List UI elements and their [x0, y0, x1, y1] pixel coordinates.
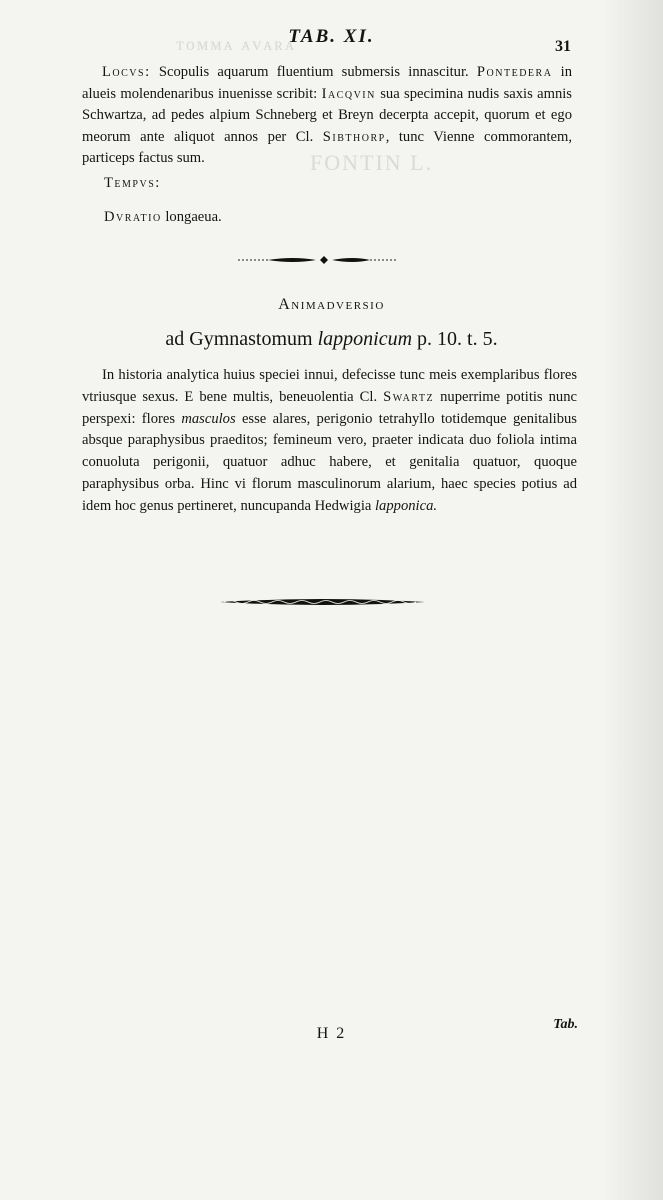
locus-text: sua specimina nudis saxis amnis Schwartza, ad pedes alpium Schneberg et Breyn decerpta accepit, quorum et ego meorum ante aliquot annos per Cl. — [82, 85, 572, 145]
body-text: nuperrime potitis nunc perspexi: flores — [82, 388, 578, 427]
section-subheading — [0, 328, 663, 351]
author-name: Swartz — [383, 388, 435, 405]
signature-mark: H 2 — [316, 1025, 347, 1042]
bleed-through-text: FONTIN L. — [310, 150, 434, 175]
body-italic: lapponica. — [375, 497, 438, 514]
subheading-text: p. 10. t. 5. — [412, 328, 498, 350]
plate-title: TAB. XI. — [288, 26, 375, 47]
body-text: In historia analytica huius speciei innui, defecisse tunc meis exemplaribus flores vtriusque sexus. E bene multis, beneuolentia Cl. — [82, 367, 577, 405]
animadversio-paragraph — [82, 365, 577, 518]
author-name: Pontedera — [476, 64, 553, 80]
page-number: 31 — [555, 38, 571, 55]
ornamental-rule — [220, 596, 425, 608]
section-heading: Animadversio — [278, 296, 385, 313]
duratio-label: Dvratio — [104, 209, 162, 225]
locus-label: Locvs: — [102, 64, 151, 80]
body-text: esse alares, perigonio tetrahyllo totidemque genitalibus absque paraphysibus praeditos; femineum vero, praeter indicata duo foliola intima conuoluta perigonii, quatuor adhuc habere, et genitalia quatuor, quoque paraphysibus orba. Hinc vi florum masculinorum alarium, haec species potius ad idem hoc genus pertineret, nuncupanda Hedwigia — [82, 410, 577, 514]
subheading-italic: lapponicum — [317, 328, 413, 350]
locus-paragraph — [82, 62, 572, 170]
locus-text: , tunc Vienne commorantem, particeps factus sum. — [82, 128, 572, 166]
author-name: Iacqvin — [321, 85, 376, 102]
duratio-value: longaeua. — [165, 209, 222, 225]
tempus-line — [104, 175, 161, 192]
body-italic: masculos — [181, 410, 236, 427]
duratio-line — [104, 209, 222, 226]
ornamental-rule — [238, 254, 398, 266]
page-edge-shading — [603, 0, 663, 1200]
author-name: Sibthorp — [322, 128, 386, 145]
subheading-text: ad Gymnastomum — [165, 328, 318, 350]
catchword: Tab. — [553, 1017, 578, 1032]
bleed-through-text: ᴛᴏᴍᴍᴀ ᴀᴠᴀʀᴀ — [176, 34, 297, 54]
tempus-label: Tempvs: — [104, 175, 161, 191]
locus-text: Scopulis aquarum fluentium submersis innascitur. — [150, 64, 477, 80]
locus-text: in alueis molendenaribus inuenisse scribit: — [82, 64, 573, 102]
